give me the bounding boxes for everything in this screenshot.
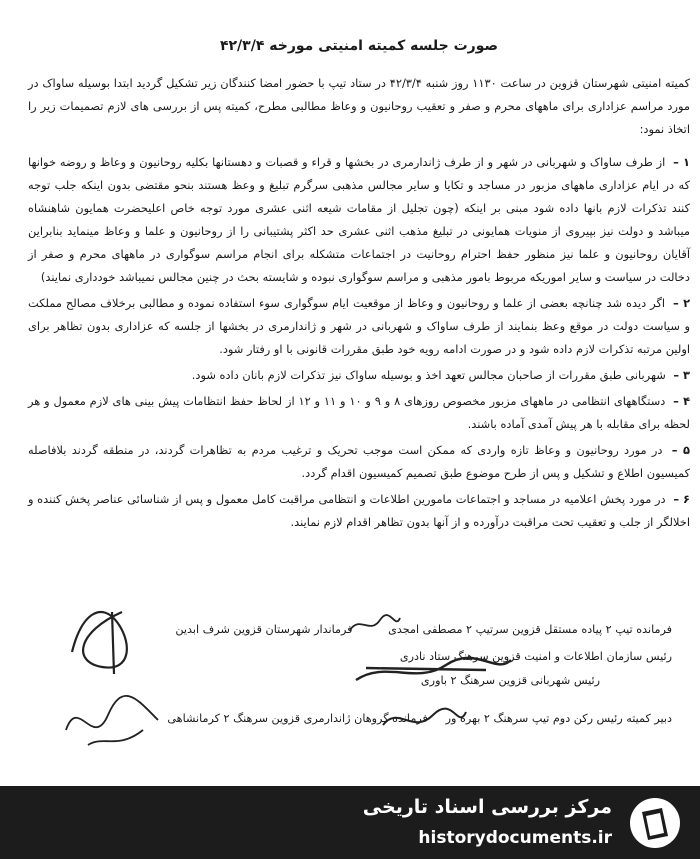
document-body: [28, 38, 690, 537]
signatory-governor: فرماندار شهرستان قزوین شرف ابدین: [175, 623, 353, 636]
paragraph-2: [28, 292, 690, 361]
paragraph-1: [28, 151, 690, 289]
handwritten-signature: [378, 700, 468, 740]
handwritten-signature: [58, 690, 168, 760]
signatory-row-1: [175, 623, 672, 636]
signatory-intelligence-chief: رئیس سازمان اطلاعات و امنیت قزوین سرهنگ ستاد نادری: [399, 650, 672, 663]
document-title: صورت جلسه کمیته امنیتی مورخه ۴۲/۳/۴: [219, 38, 499, 54]
signatory-police-chief: رئیس شهربانی قزوین سرهنگ ۲ باوری: [420, 674, 600, 687]
signatory-brigade-commander: فرمانده تیپ ۲ پیاده مستقل قزوین سرتیپ ۲ مصطفی امجدی: [388, 623, 672, 636]
signatory-committee-secretary: دبیر کمیته رئیس رکن دوم تیپ سرهنگ ۲ بهره ور: [445, 712, 672, 725]
paragraph-number: ۱ –: [673, 155, 690, 169]
paragraph-number: ۵ –: [671, 443, 690, 457]
paragraph-text: اگر دیده شد چنانچه بعضی از علما و روحانیون و وعاظ از موقعیت ایام سوگواری سوء استفاده نموده و مطالبی برخلاف مصالح مملکت و سیاست دولت در موقع وعظ بنمایند از طرف ساواک و شهربانی در شهر و ژاندارمری در بخشها از جلسه که عزاداری بدون تظاهر برای اولین مرتبه تذکرات لازم داده شود و در صورت ادامه رویه خود طبق مقررات قانونی با او رفتار شود.: [28, 296, 690, 356]
paragraph-6: [28, 488, 690, 534]
paragraph-5: [28, 439, 690, 485]
paragraph-4: [28, 390, 690, 436]
paragraph-text: دستگاههای انتظامی در ماههای مزبور مخصوص روزهای ۸ و ۹ و ۱۰ و ۱۱ و ۱۲ از لحاظ حفظ انتظامات پیش بینی های لازم معمول و هر لحظه برای مقابله با هر پیش آمدی آماده باشند.: [28, 394, 690, 431]
archive-website: historydocuments.ir: [418, 828, 612, 848]
handwritten-signature: [345, 610, 405, 640]
handwritten-signature: [62, 592, 152, 682]
paragraph-number: ۶ –: [673, 492, 690, 506]
handwritten-signature: [346, 650, 516, 690]
paragraph-number: ۳ –: [673, 368, 690, 382]
paragraph-number: ۲ –: [673, 296, 691, 310]
document-intro: کمیته امنیتی شهرستان قزوین در ساعت ۱۱۳۰ روز شنبه ۴۲/۳/۴ در ستاد تیپ با حضور امضا کنندگان زیر تشکیل گردید ابتدا بوسیله ساواک در مورد مراسم عزاداری برای ماههای محرم و صفر و تعقیب روحانیون و وعاظ مطالبی مطرح، کمیته پس از بررسی های لازم تصمیمات زیر را اتخاذ نمود:: [28, 76, 691, 136]
paragraph-text: در مورد پخش اعلامیه در مساجد و اجتماعات مامورین اطلاعات و انتظامی مراقبت کامل معمول و پس از شناسائی عناصر پخش کننده و اخلالگر از جلب و تعقیب تحت مراقبت درآورده و از آنها بدون تظاهر اقدام لازم نمایند.: [28, 492, 690, 529]
archive-footer-banner: [0, 786, 700, 859]
paragraph-3: [28, 364, 690, 387]
paragraph-number: ۴ –: [673, 394, 691, 408]
archive-name: مرکز بررسی اسناد تاریخی: [362, 796, 612, 818]
paragraph-text: شهربانی طبق مقررات از صاحبان مجالس تعهد اخذ و بوسیله ساواک نیز تذکرات لازم بانان داده شود.: [191, 368, 666, 382]
signatory-gendarmerie-commander: فرمانده گروهان ژاندارمری قزوین سرهنگ ۲ کرمانشاهی: [167, 712, 428, 725]
paragraph-text: از طرف ساواک و شهربانی در شهر و از طرف ژاندارمری در بخشها و قراء و قصبات و دهستانها بکلیه روحانیون و وعاظ و روضه خوانها که در ایام عزاداری ماههای مزبور در مساجد و تکایا و سایر مجالس مذهبی سرگرم تبلیغ و وعظ هستند بنحو مقتضی بدون اینکه جلب توجه کنند تذکرات لازم بانها داده شود مبنی بر اینکه (چون تجلیل از مقامات شیعه اثنی عشری مورد توجه خاص اعلیحضرت همایون شاهنشاه میباشد و دولت نیز بپیروی از منویات همایونی در تبلیغ مذهب اثنی عشری حد اکثر پشتیبانی را از روحانیون و علما و وعاظ مینماید بنابراین آقایان روحانیون و علما نیز منظور حفظ احترام روحانیت در اجتماعات متشکله برای انجام مراسم سوگواری در ماههای محرم و صفر از دخالت در سیاست و سایر اموریکه مربوط بامور مذهبی و مراسم سوگواری نبوده و شایسته بحث در چنین مجالس نمیباشد خودداری نمایند): [28, 155, 690, 284]
paragraph-text: در مورد روحانیون و وعاظ تازه واردی که ممکن است موجب تحریک و ترغیب مردم به تظاهرات گردند، در منطقه گردند بلافاصله کمیسیون اطلاع و تشکیل و پس از طرح موضوع طبق تصمیم کمیسیون اقدام گردد.: [28, 443, 690, 480]
archive-logo-icon: [628, 796, 682, 850]
